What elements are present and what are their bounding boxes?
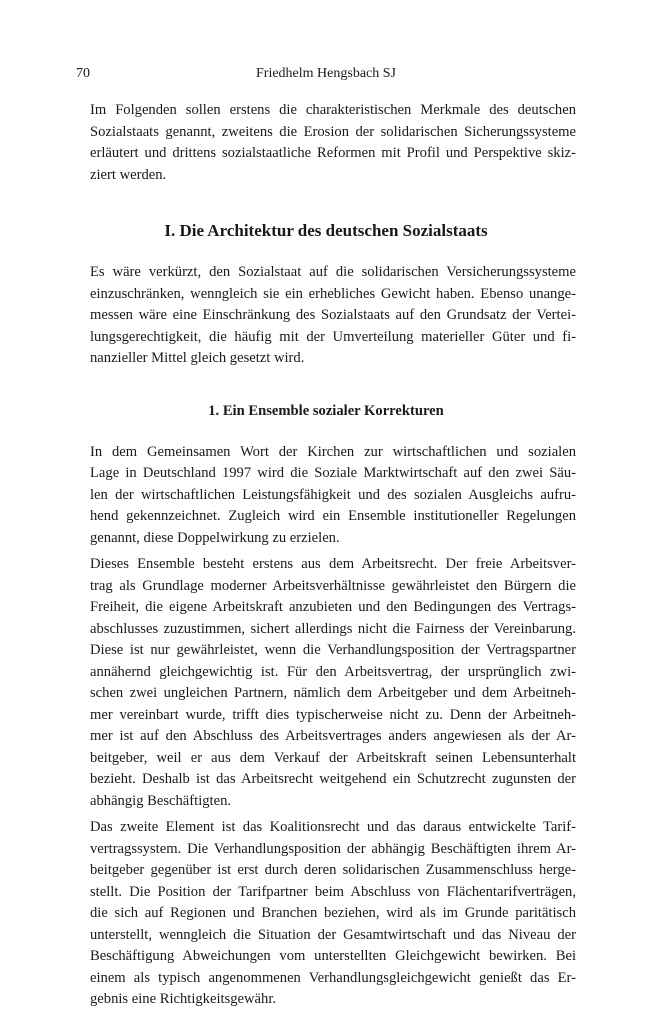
text-line: Lage in Deutschland 1997 wird die Soziale Marktwirtschaft auf den zwei Säu- [90,465,576,481]
text-line: abhängig Beschäftigten. [90,792,232,809]
text-line: Beschäftigung Abweichungen vom unterstellten Gleichgewicht bewirken. Bei [90,948,576,964]
text-line: beitgeber gegenüber ist erst durch deren solidarischen Zusammenschluss herge- [90,862,576,878]
text-line: gebnis eine Richtigkeitsgewähr. [90,991,277,1007]
text-line: erläutert und drittens sozialstaatliche Reformen mit Profil und Perspektive skiz- [90,145,576,161]
text-line: Diese ist nur gewährleistet, wenn die Verhandlungsposition der Vertragspartner [90,642,576,658]
intro-paragraph [76,100,576,186]
text-line: Es wäre verkürzt, den Sozialstaat auf die solidarischen Versicherungssysteme [90,264,576,280]
text-line: nanzieller Mittel gleich gesetzt wird. [90,350,305,366]
text-line: Im Folgenden sollen erstens die charakteristischen Merkmale des deutschen [90,102,576,118]
text-line: len der wirtschaftlichen Leistungsfähigkeit und des sozialen Ausgleichs aufru- [90,486,576,503]
text-line: In dem Gemeinsamen Wort der Kirchen zur wirtschaftlichen und sozialen [90,443,576,460]
body-paragraph [76,554,576,812]
text-line: einem als typisch angenommenen Verhandlungsgleichgewicht genießt das Er- [90,969,576,986]
text-line: mer vereinbart wurde, trifft dies typischerweise nicht zu. Denn der Arbeitneh- [90,706,576,723]
section-heading: I. Die Architektur des deutschen Sozialstaats [164,221,488,240]
text-line: Das zweite Element ist das Koalitionsrecht und das daraus entwickelte Tarif- [90,819,576,835]
text-line: ziert werden. [90,166,167,183]
text-line: stellt. Die Position der Tarifpartner beim Abschluss von Flächentarifverträgen, [90,883,576,900]
text-line: annähernd gleichgewichtig ist. Für den Arbeitsvertrag, der ursprünglich zwi- [90,663,576,680]
text-line: Freiheit, die eigene Arbeitskraft anzubieten und den Bedingungen des Vertrags- [90,599,576,615]
text-line: beitgeber, weil er aus dem Verkauf der Arbeitskraft seinen Lebensunterhalt [90,749,576,766]
text-line: Dieses Ensemble besteht erstens aus dem Arbeitsrecht. Der freie Arbeitsver- [90,556,576,572]
body-paragraph [76,442,576,550]
page [76,66,576,1011]
text-line: hend gekennzeichnet. Zugleich wird ein Ensemble institutioneller Regelungen [90,508,576,524]
text-line: messen wäre eine Einschränkung des Sozialstaats auf den Grundsatz der Vertei- [90,307,576,323]
page-header [76,66,576,84]
text-line: schen zwei ungleichen Partnern, nämlich dem Arbeitgeber und dem Arbeitneh- [90,685,576,701]
text-line: mer ist auf den Abschluss des Arbeitsvertrages anders angewiesen als der Ar- [90,728,576,744]
body-paragraph [76,817,576,1011]
text-line: vertragssystem. Die Verhandlungsposition der abhängig Beschäftigten ihrem Ar- [90,840,576,857]
text-line: unterstellt, wenngleich die Situation der Gesamtwirtschaft und das Niveau der [90,926,576,943]
running-head-author: Friedhelm Hengsbach SJ [256,66,396,81]
text-line: einzuschränken, wenngleich sie ein erhebliches Gewicht haben. Ebenso unange- [90,285,576,302]
text-line: Sozialstaats genannt, zweitens die Erosion der solidarischen Sicherungssysteme [90,123,576,140]
text-line: die sich auf Regionen und Branchen beziehen, wird als im Grunde paritätisch [90,905,576,921]
page-number: 70 [76,66,90,81]
text-line: bezieht. Deshalb ist das Arbeitsrecht weitgehend ein Schutzrecht zugunsten der [90,771,576,787]
text-line: trag als Grundlage moderner Arbeitsverhältnisse gewährleistet den Bürgern die [90,577,576,594]
text-line: abschlusses zuzustimmen, sichert allerdings nicht die Fairness der Vereinbarung. [90,620,576,637]
section-paragraph [76,262,576,370]
text-line: lungsgerechtigkeit, die häufig mit der Umverteilung materieller Güter und fi- [90,328,576,345]
text-line: genannt, diese Doppelwirkung zu erzielen. [90,529,340,546]
subsection-heading: 1. Ein Ensemble sozialer Korrekturen [208,402,444,419]
